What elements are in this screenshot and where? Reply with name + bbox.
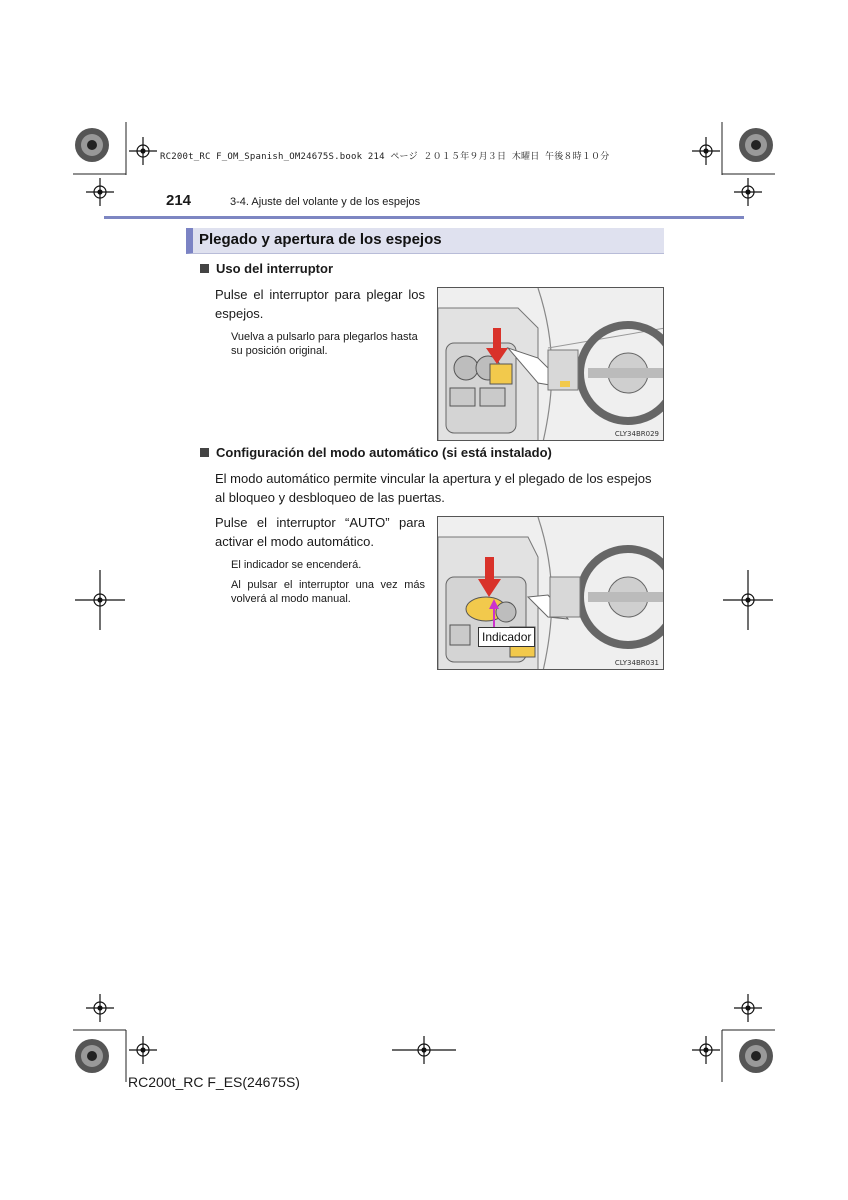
figure-code: CLY34BR031 <box>614 659 659 667</box>
header-rule <box>104 216 744 219</box>
breadcrumb: 3-4. Ajuste del volante y de los espejos <box>230 196 421 208</box>
figure-auto-mode-switch <box>437 516 664 670</box>
page-number: 214 <box>166 192 192 209</box>
auto-mode-note1: El indicador se encenderá. <box>231 559 362 571</box>
bullet-square-icon <box>200 264 209 273</box>
figure-mirror-fold-switch <box>437 287 664 441</box>
figure-code: CLY34BR029 <box>614 430 659 438</box>
bullet-square-icon <box>200 448 209 457</box>
footer-code: RC200t_RC F_ES(24675S) <box>128 1074 300 1090</box>
auto-mode-line2: activar el modo automático. <box>215 534 374 549</box>
auto-mode-note3: volverá al modo manual. <box>231 593 351 605</box>
switch-usage-note1: Vuelva a pulsarlo para plegarlos hasta <box>231 331 418 343</box>
switch-usage-line1: Pulse el interruptor para plegar los <box>215 287 425 302</box>
figure-illustration <box>438 288 664 441</box>
section-heading <box>186 228 664 254</box>
switch-usage-line2: espejos. <box>215 306 264 321</box>
print-header: RC200t_RC F_OM_Spanish_OM24675S.book 214 ページ ２０１５年９月３日 木曜日 午後８時１０分 <box>160 152 610 162</box>
subheading-switch-usage: Uso del interruptor <box>200 261 333 276</box>
auto-mode-intro2: al bloqueo y desbloqueo de las puertas. <box>215 490 445 505</box>
switch-usage-note2: su posición original. <box>231 345 328 357</box>
auto-mode-intro1: El modo automático permite vincular la apertura y el plegado de los espejos <box>215 471 652 486</box>
section-title: Plegado y apertura de los espejos <box>199 231 442 248</box>
indicator-label: Indicador <box>478 627 535 647</box>
auto-mode-line1: Pulse el interruptor “AUTO” para <box>215 515 425 530</box>
auto-mode-note2: Al pulsar el interruptor una vez más <box>231 579 425 591</box>
figure-illustration <box>438 517 664 670</box>
subheading-auto-mode: Configuración del modo automático (si está instalado) <box>200 445 552 460</box>
